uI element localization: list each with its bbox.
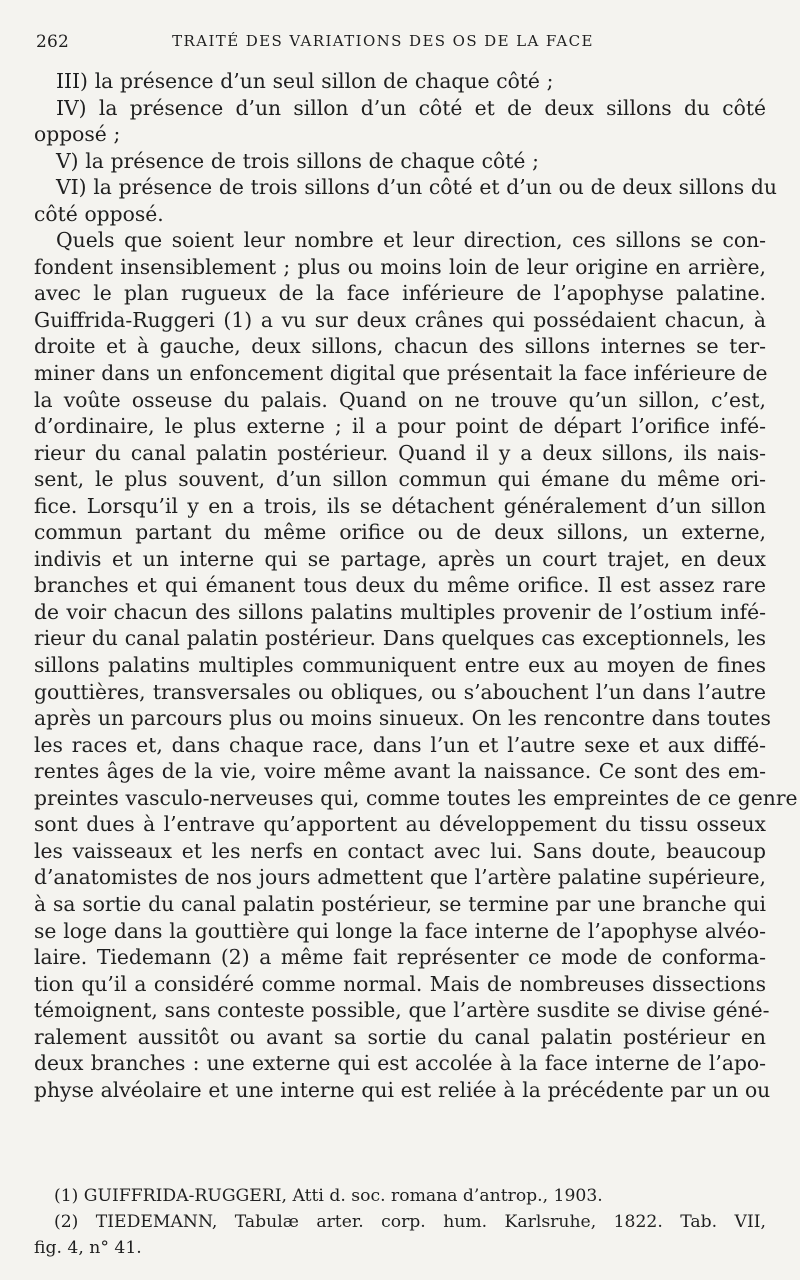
footnote-2: (2) TIEDEMANN, Tabulæ arter. corp. hum. Karlsruhe, 1822. Tab. VII, [54, 1212, 766, 1232]
text-line-4: V) la présence de trois sillons de chaque côté ; [56, 148, 539, 173]
text-line-6: côté opposé. [34, 201, 164, 226]
text-line-7: Quels que soient leur nombre et leur direction, ces sillons se con- [56, 228, 766, 253]
text-line-38: deux branches : une externe qui est accolée à la face interne de l’apo- [34, 1051, 766, 1076]
text-line-18: commun partant du même orifice ou de deux sillons, un externe, [34, 520, 766, 545]
text-line-22: rieur du canal palatin postérieur. Dans quelques cas exceptionnels, les [34, 626, 766, 651]
running-head: TRAITÉ DES VARIATIONS DES OS DE LA FACE [172, 32, 594, 50]
text-line-29: sont dues à l’entrave qu’apportent au développement du tissu osseux [34, 812, 766, 837]
page-header [36, 30, 764, 54]
footnote-1: (1) GUIFFRIDA-RUGGERI, Atti d. soc. romana d’antrop., 1903. [54, 1186, 603, 1206]
text-line-8: fondent insensiblement ; plus ou moins loin de leur origine en arrière, [34, 254, 766, 279]
main-text-block [34, 68, 798, 1103]
text-line-9: avec le plan rugueux de la face inférieure de l’apophyse palatine. [34, 281, 766, 306]
text-line-31: d’anatomistes de nos jours admettent que l’artère palatine supérieure, [34, 865, 766, 890]
text-line-5: VI) la présence de trois sillons d’un côté et d’un ou de deux sillons du [56, 175, 777, 200]
text-line-14: d’ordinaire, le plus externe ; il a pour point de départ l’orifice infé- [34, 414, 766, 439]
text-line-37: ralement aussitôt ou avant sa sortie du canal palatin postérieur en [34, 1024, 766, 1049]
text-line-19: indivis et un interne qui se partage, après un court trajet, en deux [34, 546, 766, 571]
footnotes-block [34, 1183, 766, 1261]
text-line-17: fice. Lorsqu’il y en a trois, ils se détachent généralement d’un sillon [34, 493, 766, 518]
text-line-1: III) la présence d’un seul sillon de chaque côté ; [56, 69, 554, 93]
text-line-13: la voûte osseuse du palais. Quand on ne trouve qu’un sillon, c’est, [34, 387, 766, 412]
text-line-2: IV) la présence d’un sillon d’un côté et de deux sillons du côté [56, 95, 766, 120]
text-line-16: sent, le plus souvent, d’un sillon commun qui émane du même ori- [34, 467, 766, 492]
text-line-34: laire. Tiedemann (2) a même fait représenter ce mode de conforma- [34, 945, 766, 970]
text-line-15: rieur du canal palatin postérieur. Quand il y a deux sillons, ils nais- [34, 440, 766, 465]
text-line-23: sillons palatins multiples communiquent entre eux au moyen de fines [34, 653, 766, 678]
text-line-35: tion qu’il a considéré comme normal. Mais de nombreuses dissections [34, 971, 766, 996]
text-line-32: à sa sortie du canal palatin postérieur, se termine par une branche qui [34, 891, 766, 916]
text-line-27: rentes âges de la vie, voire même avant la naissance. Ce sont des em- [34, 759, 766, 784]
text-line-10: Guiffrida-Ruggeri (1) a vu sur deux crânes qui possédaient chacun, à [34, 307, 766, 332]
text-line-33: se loge dans la gouttière qui longe la face interne de l’apophyse alvéo- [34, 918, 766, 943]
text-line-12: miner dans un enfoncement digital que présentait la face inférieure de [34, 361, 768, 386]
text-line-30: les vaisseaux et les nerfs en contact avec lui. Sans doute, beaucoup [34, 838, 766, 863]
text-line-20: branches et qui émanent tous deux du même orifice. Il est assez rare [34, 573, 766, 598]
footnote-2-continuation: fig. 4, n° 41. [34, 1238, 142, 1258]
text-line-25: après un parcours plus ou moins sinueux. On les rencontre dans toutes [34, 706, 771, 731]
text-line-26: les races et, dans chaque race, dans l’un et l’autre sexe et aux diffé- [34, 732, 766, 757]
text-line-28: preintes vasculo-nerveuses qui, comme toutes les empreintes de ce genre [34, 785, 798, 810]
text-line-11: droite et à gauche, deux sillons, chacun des sillons internes se ter- [34, 334, 766, 359]
text-line-36: témoignent, sans conteste possible, que l’artère susdite se divise géné- [34, 998, 770, 1023]
page-number: 262 [36, 32, 70, 52]
text-line-21: de voir chacun des sillons palatins multiples provenir de l’ostium infé- [34, 599, 766, 624]
text-line-39: physe alvéolaire et une interne qui est reliée à la précédente par un ou [34, 1077, 771, 1102]
text-line-3: opposé ; [34, 122, 121, 147]
text-line-24: gouttières, transversales ou obliques, ou s’abouchent l’un dans l’autre [34, 679, 766, 704]
